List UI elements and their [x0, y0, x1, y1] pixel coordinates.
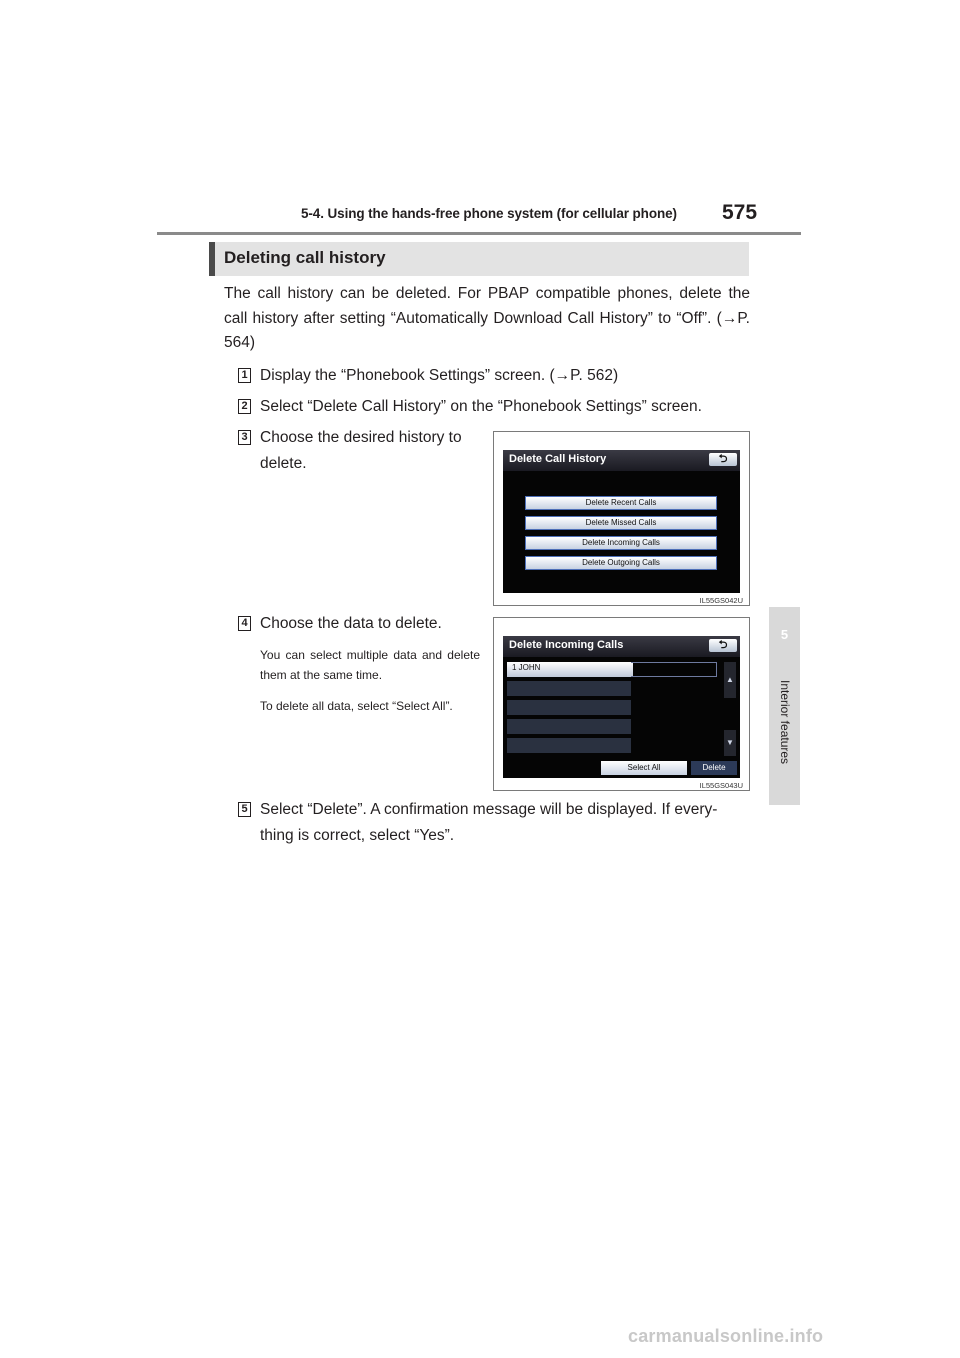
image-code: IL55GS043U	[699, 781, 743, 790]
step-text-2: Select “Delete Call History” on the “Phonebook Settings” screen.	[260, 398, 702, 415]
watermark: carmanualsonline.info	[628, 1326, 824, 1346]
screen-display	[503, 636, 740, 778]
screen-header	[503, 450, 740, 471]
delete-recent-calls-button[interactable]: Delete Recent Calls	[525, 496, 717, 510]
section-title: Deleting call history	[224, 248, 386, 267]
step-number-2: 2	[238, 399, 251, 414]
step-note-1: You can select multiple data and delete them at the same time.	[260, 648, 480, 682]
step-text-5-line2: thing is correct, select “Yes”.	[260, 827, 455, 844]
select-all-button[interactable]: Select All	[601, 761, 687, 775]
back-arrow-icon[interactable]: ⮌	[709, 453, 737, 466]
screenshot-delete-incoming-calls	[493, 617, 750, 791]
delete-button[interactable]: Delete	[691, 761, 737, 775]
intro-paragraph: The call history can be deleted. For PBAP compatible phones, delete the call history after setting “Automatically Download Call History” to “Off”. (→P. 564)	[224, 285, 750, 351]
header-rule	[157, 232, 801, 235]
chapter-label: Interior features	[778, 680, 792, 765]
chapter-number: 5	[780, 627, 789, 642]
step-text-5-line1: Select “Delete”. A confirmation message will be displayed. If every-	[260, 801, 718, 818]
scroll-up-icon[interactable]: ▲	[724, 662, 736, 698]
image-code: IL55GS042U	[699, 596, 743, 605]
step-number-1: 1	[238, 368, 251, 383]
delete-outgoing-calls-button[interactable]: Delete Outgoing Calls	[525, 556, 717, 570]
section-header	[209, 242, 749, 276]
delete-missed-calls-button[interactable]: Delete Missed Calls	[525, 516, 717, 530]
step-number-4: 4	[238, 616, 251, 631]
screen-display	[503, 450, 740, 593]
call-row[interactable]	[507, 738, 631, 753]
step-number-3: 3	[238, 430, 251, 445]
page-header-title: 5-4. Using the hands-free phone system (for cellular phone)	[301, 206, 677, 221]
call-row-selected[interactable]	[507, 662, 633, 677]
screen-header	[503, 636, 740, 657]
section-header-bar	[209, 242, 215, 276]
page-number: 575	[722, 201, 758, 224]
screen-title: Delete Incoming Calls	[509, 639, 624, 651]
step-text-3-line2: delete.	[260, 455, 307, 472]
step-number-5: 5	[238, 802, 251, 817]
call-row[interactable]	[507, 719, 631, 734]
step-text-4: Choose the data to delete.	[260, 615, 442, 632]
call-row-outline	[631, 662, 717, 677]
screen-title: Delete Call History	[509, 453, 607, 465]
step-note-2: To delete all data, select “Select All”.	[260, 699, 453, 713]
call-row[interactable]	[507, 681, 631, 696]
back-arrow-icon[interactable]: ⮌	[709, 639, 737, 652]
screenshot-delete-call-history	[493, 431, 750, 606]
scroll-down-icon[interactable]: ▼	[724, 730, 736, 756]
call-row-label: 1 JOHN	[512, 663, 541, 672]
delete-incoming-calls-button[interactable]: Delete Incoming Calls	[525, 536, 717, 550]
call-row[interactable]	[507, 700, 631, 715]
step-text-1: Display the “Phonebook Settings” screen. (→P. 562)	[260, 367, 619, 384]
step-text-3-line1: Choose the desired history to	[260, 429, 462, 446]
